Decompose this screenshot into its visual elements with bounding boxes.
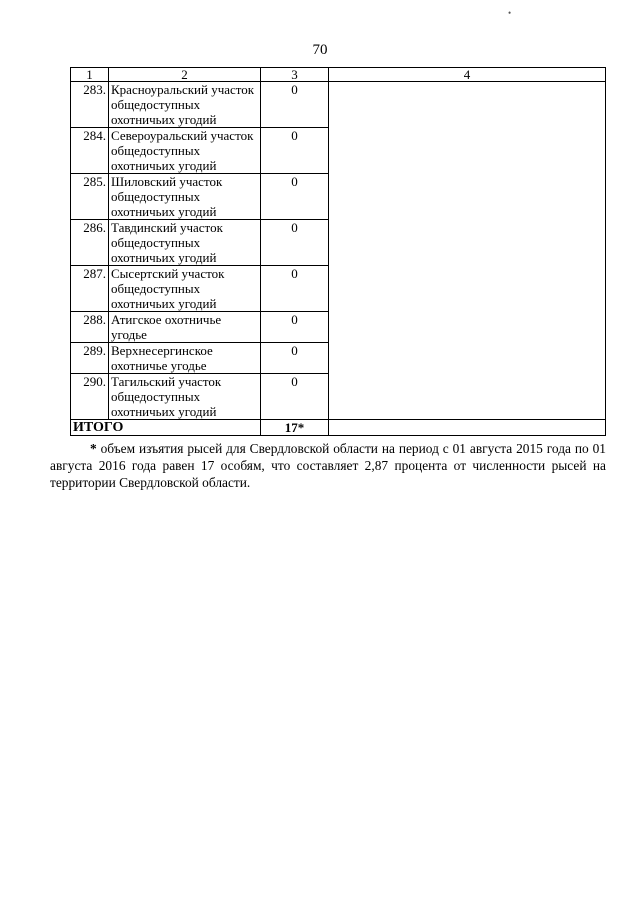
- name-line: Тагильский участок: [111, 374, 222, 389]
- hunting-ground-name: [109, 343, 261, 374]
- row-number: 287.: [71, 266, 109, 312]
- total-label: ИТОГО: [71, 420, 261, 436]
- quota-value: 0: [261, 220, 329, 266]
- name-line: Красноуральский участок: [111, 82, 255, 97]
- name-line: охотничьих угодий: [111, 404, 217, 419]
- row-number: 288.: [71, 312, 109, 343]
- row-number: 286.: [71, 220, 109, 266]
- quota-value: 0: [261, 374, 329, 420]
- name-line: общедоступных: [111, 189, 201, 204]
- name-line: общедоступных: [111, 97, 201, 112]
- row-number: 284.: [71, 128, 109, 174]
- name-line: Тавдинский участок: [111, 220, 223, 235]
- name-line: Североуральский участок: [111, 128, 254, 143]
- total-value: 17*: [261, 420, 329, 436]
- row-number: 290.: [71, 374, 109, 420]
- quota-value: 0: [261, 82, 329, 128]
- name-line: охотничьих угодий: [111, 158, 217, 173]
- quota-value: 0: [261, 312, 329, 343]
- total-row: [71, 420, 606, 436]
- column-header-1: 1: [71, 68, 109, 82]
- footnote: [50, 440, 606, 491]
- hunting-ground-name: [109, 374, 261, 420]
- name-line: Верхнесергинское: [111, 343, 213, 358]
- name-line: охотничьих угодий: [111, 204, 217, 219]
- name-line: охотничьих угодий: [111, 296, 217, 311]
- row-number: 289.: [71, 343, 109, 374]
- quota-value: 0: [261, 343, 329, 374]
- hunting-ground-name: [109, 220, 261, 266]
- column-header-3: 3: [261, 68, 329, 82]
- name-line: охотничье угодье: [111, 358, 207, 373]
- page-number: 70: [312, 42, 328, 58]
- column-header-4: 4: [329, 68, 606, 82]
- footnote-star: *: [90, 441, 97, 456]
- scan-mark: •: [508, 8, 513, 18]
- table-body: [71, 82, 606, 436]
- name-line: общедоступных: [111, 235, 201, 250]
- hunting-ground-name: [109, 82, 261, 128]
- quota-value: 0: [261, 174, 329, 220]
- notes-cell: [329, 82, 606, 420]
- name-line: общедоступных: [111, 143, 201, 158]
- name-line: охотничьих угодий: [111, 112, 217, 127]
- row-number: 283.: [71, 82, 109, 128]
- footnote-text: объем изъятия рысей для Свердловской области на период с 01 августа 2015 года по 01 августа 2016 года равен 17 особям, что составляет 2,87 процента от численности рысей на территории Свердловской области.: [50, 441, 606, 490]
- name-line: угодье: [111, 327, 147, 342]
- hunting-ground-name: [109, 174, 261, 220]
- row-number: 285.: [71, 174, 109, 220]
- table-row: [71, 82, 606, 128]
- data-table: [70, 67, 606, 436]
- name-line: общедоступных: [111, 389, 201, 404]
- name-line: Атигское охотничье: [111, 312, 222, 327]
- name-line: общедоступных: [111, 281, 201, 296]
- hunting-ground-name: [109, 312, 261, 343]
- name-line: Сысертский участок: [111, 266, 225, 281]
- name-line: охотничьих угодий: [111, 250, 217, 265]
- quota-value: 0: [261, 266, 329, 312]
- hunting-ground-name: [109, 266, 261, 312]
- table-header-row: [71, 68, 606, 82]
- name-line: Шиловский участок: [111, 174, 223, 189]
- hunting-ground-name: [109, 128, 261, 174]
- column-header-2: 2: [109, 68, 261, 82]
- quota-value: 0: [261, 128, 329, 174]
- total-notes-cell: [329, 420, 606, 436]
